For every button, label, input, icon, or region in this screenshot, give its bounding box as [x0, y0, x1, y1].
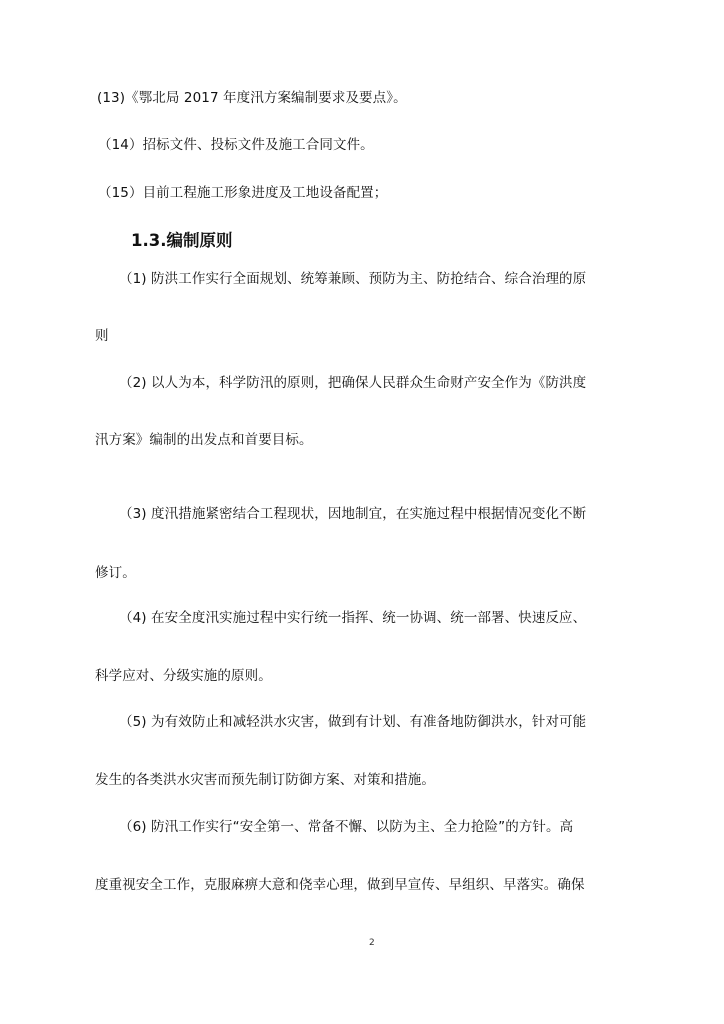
reference-item-13: (13)《鄂北局 2017 年度汛方案编制要求及要点》。 [97, 90, 407, 106]
reference-item-14: （14）招标文件、投标文件及施工合同文件。 [98, 137, 374, 153]
reference-item-15: （15）目前工程施工形象进度及工地设备配置； [98, 185, 388, 201]
principle-1-line-1: （1) 防洪工作实行全面规划、统筹兼顾、预防为主、防抢结合、综合治理的原 [119, 271, 587, 287]
principle-6-line-1: （6) 防汛工作实行“安全第一、常备不懈、以防为主、全力抢险”的方针。高 [119, 819, 574, 835]
principle-2-line-2: 汛方案》编制的出发点和首要目标。 [95, 432, 313, 448]
principle-2-line-1: （2) 以人为本，科学防汛的原则，把确保人民群众生命财产安全作为《防洪度 [119, 375, 587, 391]
principle-3-line-1: （3) 度汛措施紧密结合工程现状，因地制宜，在实施过程中根据情况变化不断 [119, 506, 587, 522]
section-heading: 1.3.编制原则 [131, 231, 233, 250]
principle-4-line-2: 科学应对、分级实施的原则。 [95, 668, 272, 684]
principle-6-line-2: 度重视安全工作，克服麻痹大意和侥幸心理，做到早宣传、早组织、早落实。确保 [95, 877, 585, 893]
principle-4-line-1: （4) 在安全度汛实施过程中实行统一指挥、统一协调、统一部署、快速反应、 [119, 610, 587, 626]
principle-5-line-2: 发生的各类洪水灾害而预先制订防御方案、对策和措施。 [95, 772, 435, 788]
principle-1-line-2: 则 [95, 328, 109, 344]
principle-3-line-2: 修订。 [95, 565, 136, 581]
principle-5-line-1: （5) 为有效防止和减轻洪水灾害，做到有计划、有准备地防御洪水，针对可能 [119, 714, 587, 730]
page-number: 2 [369, 938, 375, 948]
